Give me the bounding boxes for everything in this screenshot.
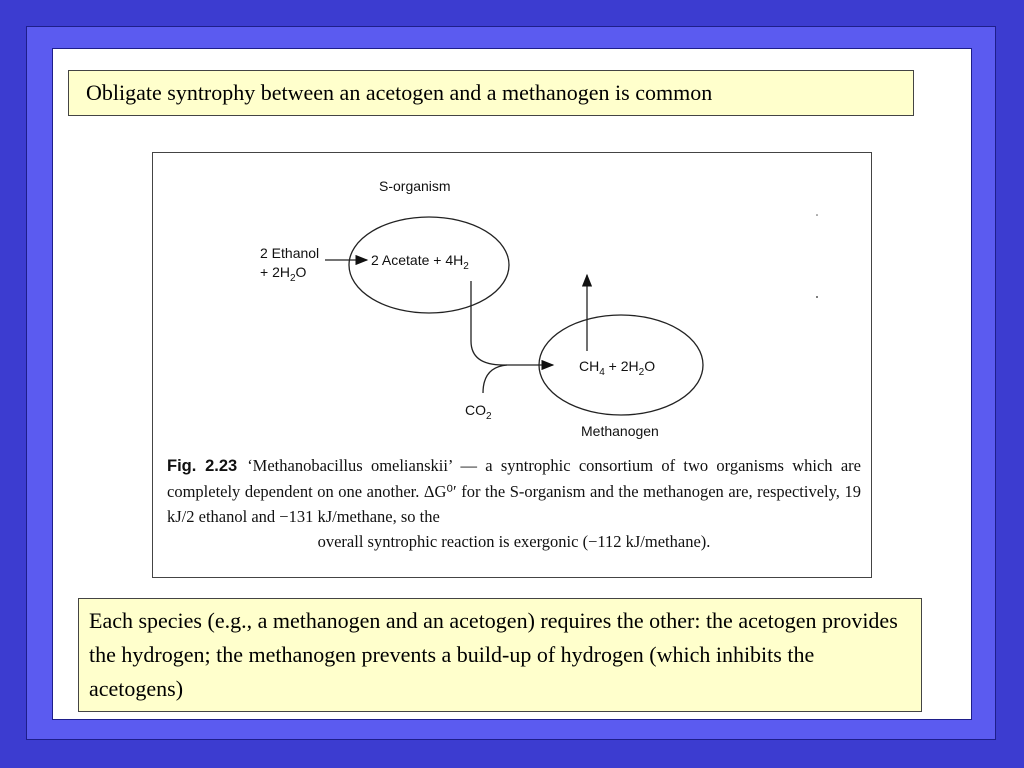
- figure-box: [152, 152, 872, 578]
- acetate-product: 2 Acetate + $4H_2$: [371, 252, 469, 272]
- slide-title: Obligate syntrophy between an acetogen and a methanogen is common: [68, 70, 914, 116]
- caption-body: ‘Methanobacillus omelianskii’ — a syntrophic consortium of two organisms which are completely dependent on one another. ΔG⁰′ for the S-organism and the methanogen are, respectively, 19 kJ/2 ethanol and −131 kJ/methane, so the: [167, 456, 861, 526]
- description-box: Each species (e.g., a methanogen and an acetogen) requires the other: the acetogen provides the hydrogen; the methanogen prevents a build-up of hydrogen (which inhibits the acetogens): [78, 598, 922, 712]
- methane-product: $CH_4 + 2H_2O$: [579, 358, 656, 378]
- figure-caption: [167, 453, 861, 554]
- water-input: + $2H_2O$: [260, 264, 307, 284]
- ethanol-input: 2 Ethanol: [260, 245, 320, 261]
- s-organism-label: S-organism: [379, 178, 451, 194]
- co2-label: $CO_2$: [465, 402, 492, 422]
- scan-speck: [816, 296, 818, 298]
- caption-figure-number: Fig. 2.23: [167, 457, 238, 475]
- caption-last-line: overall syntrophic reaction is exergonic (−112 kJ/methane).: [317, 532, 711, 551]
- hydrogen-transfer-arrow: [471, 281, 553, 365]
- co2-join-line: [483, 365, 507, 393]
- methanogen-label: Methanogen: [581, 423, 659, 439]
- scan-speck: [816, 214, 818, 216]
